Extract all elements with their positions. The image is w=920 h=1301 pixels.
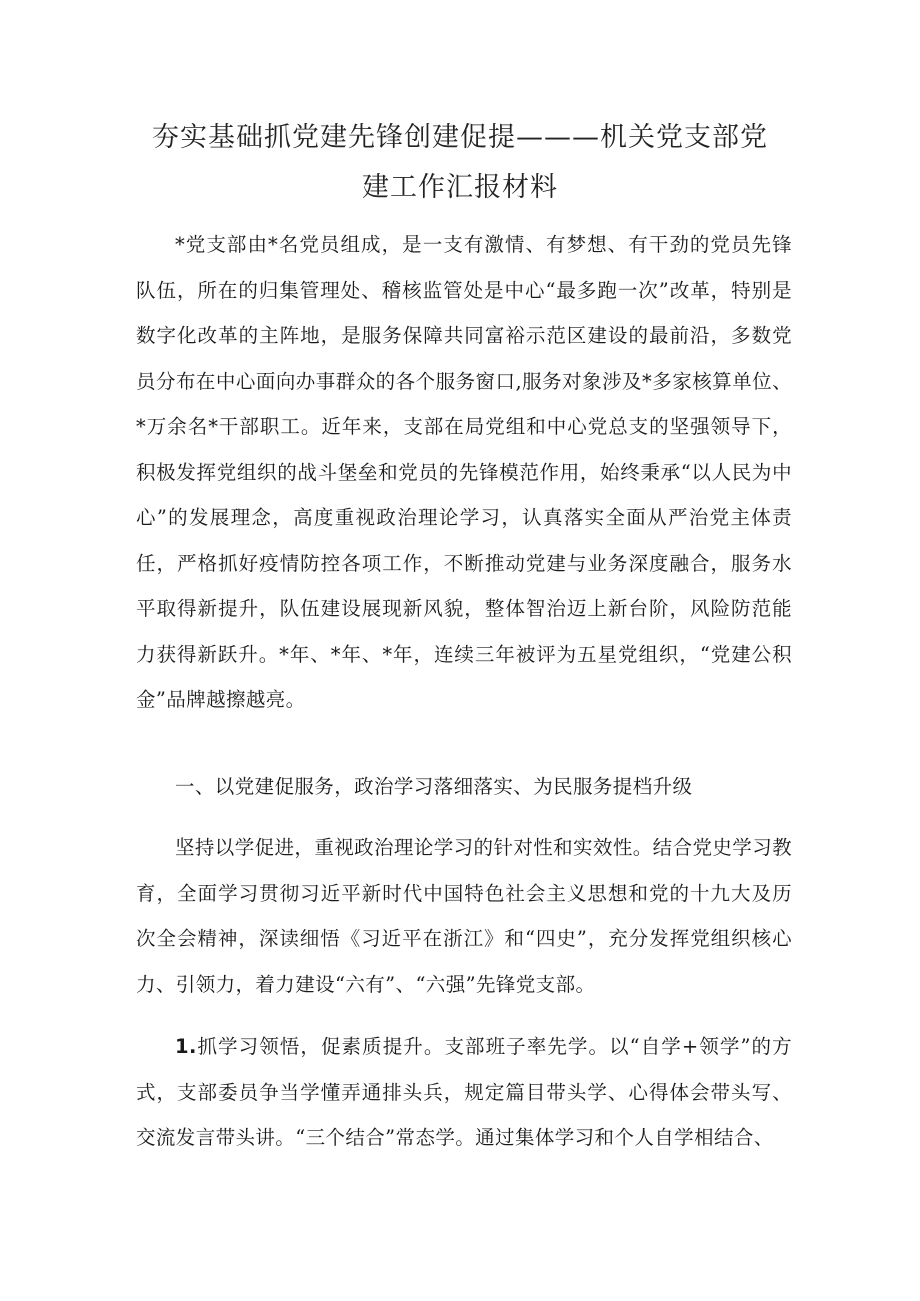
subsection-1-text: 抓学习领悟，促素质提升。支部班子率先学。以“自学+领学”的方式，支部委员争当学懂弄通排头兵，规定篇目带头学、心得体会带头写、交流发言带头讲。“三个结合”常态学。通过集体学习和个人自学相结合、 bbox=[136, 1035, 792, 1149]
subsection-1-paragraph bbox=[136, 1024, 792, 1161]
document-title-line-2: 建工作汇报材料 bbox=[362, 172, 558, 203]
section-1-paragraph: 坚持以学促进，重视政治理论学习的针对性和实效性。结合党史学习教育，全面学习贯彻习近平新时代中国特色社会主义思想和党的十九大及历次全会精神，深读细悟《习近平在浙江》和“四史”，充分发挥党组织核心力、引领力，着力建设“六有”、“六强”先锋党支部。 bbox=[136, 836, 792, 996]
subsection-number: 1. bbox=[175, 1035, 197, 1058]
section-heading-1: 一、以党建促服务，政治学习落细落实、为民服务提档升级 bbox=[175, 775, 693, 798]
intro-paragraph: *党支部由*名党员组成，是一支有激情、有梦想、有干劲的党员先锋队伍，所在的归集管理处、稽核监管处是中心“最多跑一次”改革，特别是数字化改革的主阵地，是服务保障共同富裕示范区建设的最前沿，多数党员分布在中心面向办事群众的各个服务窗口,服务对象涉及*多家核算单位、*万余名*干部职工。近年来，支部在局党组和中心党总支的坚强领导下，积极发挥党组织的战斗堡垒和党员的先锋模范作用，始终秉承“以人民为中心”的发展理念，高度重视政治理论学习，认真落实全面从严治党主体责任，严格抓好疫情防控各项工作，不断推动党建与业务深度融合，服务水平取得新提升，队伍建设展现新风貌，整体智治迈上新台阶，风险防范能力获得新跃升。*年、*年、*年，连续三年被评为五星党组织，“党建公积金”品牌越擦越亮。 bbox=[136, 233, 792, 711]
document-title-line-1: 夯实基础抓党建先锋创建促提———机关党支部党 bbox=[152, 122, 768, 153]
